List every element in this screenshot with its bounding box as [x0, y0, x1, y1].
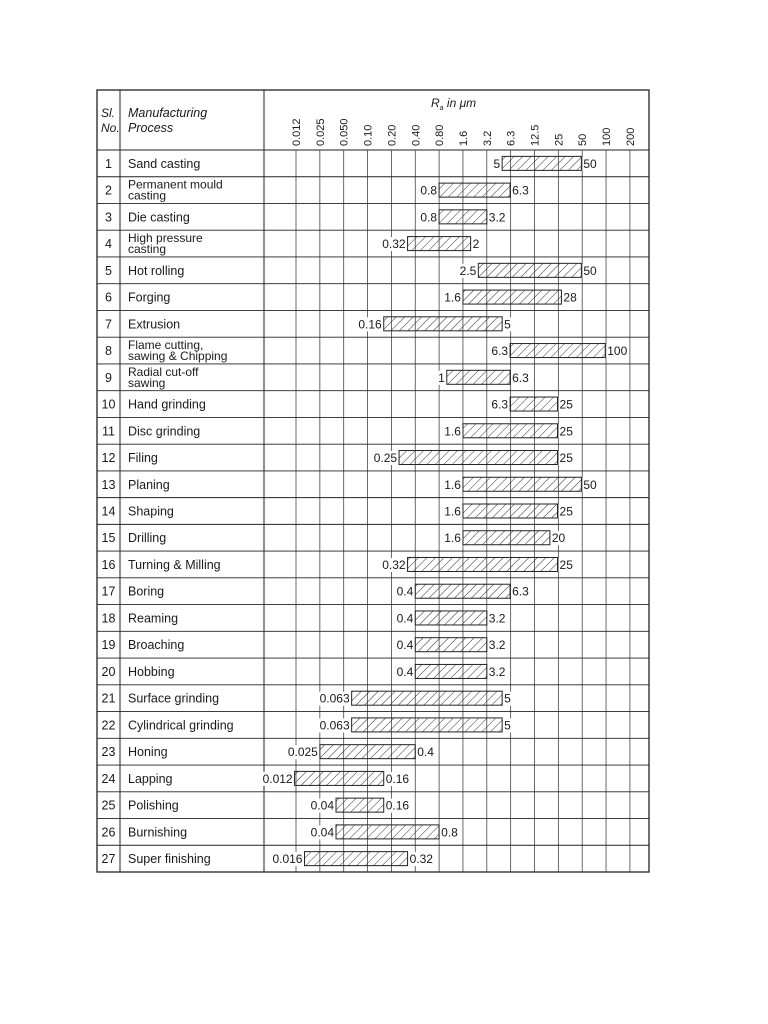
range-max-label: 50	[583, 263, 597, 278]
range-min-label: 1.6	[444, 531, 461, 546]
range-min-label: 1.6	[444, 290, 461, 305]
table-row	[102, 611, 507, 626]
range-max-label: 0.4	[417, 745, 434, 760]
range-bar	[399, 451, 557, 465]
range-min-label: 0.04	[310, 798, 335, 813]
row-number: 12	[101, 451, 116, 466]
axis-tick-label: 6.3	[505, 130, 518, 146]
range-max-label: 50	[583, 156, 597, 171]
process-name: Turning & Milling	[128, 557, 221, 572]
row-number: 13	[101, 477, 116, 492]
range-max-label: 25	[559, 504, 573, 519]
range-bar	[352, 691, 503, 705]
row-number: 21	[101, 691, 116, 706]
row-number: 7	[105, 317, 112, 332]
range-bar	[415, 638, 487, 652]
row-number: 4	[105, 237, 112, 252]
row-number: 20	[101, 664, 116, 679]
row-number: 10	[101, 397, 116, 412]
table-row	[102, 531, 567, 546]
range-max-label: 6.3	[512, 584, 529, 599]
table-row	[102, 825, 460, 840]
axis-tick-label: 100	[601, 127, 614, 146]
table-row	[102, 504, 575, 519]
row-number: 17	[101, 584, 116, 599]
row-number: 6	[105, 290, 112, 305]
row-number: 16	[101, 557, 116, 572]
range-max-label: 5	[504, 718, 511, 733]
range-max-label: 25	[559, 451, 573, 466]
range-bar	[463, 504, 558, 518]
process-name: Shaping	[128, 504, 174, 519]
row-number: 24	[101, 771, 116, 786]
axis-tick-label: 0.10	[362, 124, 375, 146]
process-name: casting	[128, 242, 167, 257]
process-name: Radial cut-off	[128, 364, 199, 379]
range-max-label: 0.16	[385, 771, 410, 786]
process-name: Polishing	[128, 798, 179, 813]
range-bar	[502, 156, 581, 170]
range-bar	[408, 557, 558, 571]
axis-title: $R_a$ in μm	[431, 96, 477, 112]
table-row	[102, 424, 574, 439]
process-header-line1: Manufacturing	[128, 106, 208, 120]
range-max-label: 6.3	[512, 183, 529, 198]
row-number: 11	[102, 424, 115, 439]
range-max-label: 25	[559, 397, 573, 412]
range-max-label: 25	[559, 557, 573, 572]
range-bar	[320, 745, 415, 759]
range-max-label: 20	[551, 531, 566, 546]
row-number: 8	[105, 344, 112, 359]
table-row	[102, 638, 507, 653]
range-max-label: 6.3	[512, 370, 529, 385]
axis-ticks	[291, 118, 637, 146]
range-bar	[463, 531, 550, 545]
process-name: Die casting	[128, 210, 190, 225]
table-row	[102, 691, 513, 706]
row-number: 23	[101, 745, 116, 760]
row-number: 3	[105, 210, 112, 225]
table-row	[105, 231, 481, 256]
range-min-label: 6.3	[491, 397, 509, 412]
axis-tick-label: 0.025	[314, 118, 327, 146]
range-bar	[295, 771, 384, 785]
axis-tick-label: 0.40	[410, 124, 423, 146]
range-max-label: 5	[504, 317, 511, 332]
process-name: Hot rolling	[128, 263, 185, 278]
range-bar	[478, 263, 581, 277]
range-max-label: 28	[563, 290, 577, 305]
range-bar	[463, 424, 558, 438]
range-min-label: 2.5	[459, 263, 477, 278]
process-name: Surface grinding	[128, 691, 220, 706]
process-name: Filing	[128, 451, 158, 466]
range-bar	[510, 397, 557, 411]
process-name: Extrusion	[128, 317, 181, 332]
range-bar	[439, 210, 487, 224]
process-header-line2: Process	[128, 121, 174, 135]
table-row	[102, 852, 435, 867]
row-number: 22	[101, 718, 116, 733]
table-row	[102, 718, 513, 733]
axis-tick-label: 1.6	[457, 130, 470, 146]
process-name: High pressure	[128, 231, 203, 246]
range-min-label: 0.063	[319, 691, 350, 706]
process-name: Planing	[128, 477, 170, 492]
range-min-label: 0.4	[396, 664, 414, 679]
table-row	[105, 290, 578, 305]
table-row	[102, 798, 411, 813]
table-row	[105, 178, 530, 203]
row-number: 15	[101, 531, 116, 546]
row-number: 18	[101, 611, 116, 626]
range-min-label: 0.8	[420, 210, 438, 225]
range-min-label: 0.016	[272, 852, 303, 867]
table-row	[102, 477, 599, 492]
range-bar	[463, 290, 561, 304]
range-bar	[408, 237, 471, 251]
row-number: 26	[101, 825, 116, 840]
range-max-label: 3.2	[488, 210, 506, 225]
range-min-label: 1.6	[444, 477, 461, 492]
range-min-label: 0.4	[396, 611, 414, 626]
table-row	[102, 745, 436, 760]
table-row	[105, 156, 598, 171]
range-min-label: 0.8	[420, 183, 438, 198]
process-name: sawing	[128, 375, 166, 390]
row-number: 14	[101, 504, 116, 519]
range-min-label: 0.025	[287, 745, 318, 760]
range-max-label: 25	[559, 424, 573, 439]
range-min-label: 0.4	[396, 584, 414, 599]
row-number: 19	[101, 638, 116, 653]
range-min-label: 1	[438, 370, 445, 385]
process-name: Reaming	[128, 611, 179, 626]
process-name: Super finishing	[128, 852, 211, 867]
range-min-label: 6.3	[491, 344, 509, 359]
range-max-label: 0.8	[441, 825, 458, 840]
table-row	[105, 338, 629, 363]
axis-tick-label: 3.2	[481, 130, 494, 146]
process-name: Cylindrical grinding	[128, 718, 234, 733]
axis-tick-label: 0.20	[386, 124, 399, 146]
table-rows	[102, 156, 629, 866]
process-name: Boring	[128, 584, 165, 599]
axis-tick-label: 0.80	[434, 124, 447, 146]
axis-tick-label: 0.012	[291, 118, 303, 146]
process-name: Permanent mould	[128, 177, 223, 192]
process-name: Disc grinding	[128, 424, 201, 439]
process-name: Hobbing	[128, 664, 175, 679]
range-bar	[352, 718, 503, 732]
range-max-label: 5	[504, 691, 511, 706]
range-min-label: 1.6	[444, 504, 461, 519]
range-min-label: 0.16	[358, 317, 382, 332]
process-name: Lapping	[128, 771, 173, 786]
row-number: 5	[105, 263, 112, 278]
table-row	[105, 317, 512, 332]
table-row	[102, 557, 575, 572]
sl-no-header-line1: Sl.	[101, 106, 116, 120]
range-bar	[415, 584, 510, 598]
process-name: Flame cutting,	[128, 338, 204, 353]
range-bar	[439, 183, 510, 197]
range-bar	[304, 852, 407, 866]
range-max-label: 2	[472, 237, 480, 252]
axis-tick-label: 25	[553, 133, 566, 146]
range-bar	[336, 825, 439, 839]
range-max-label: 3.2	[488, 664, 506, 679]
range-min-label: 0.32	[382, 557, 406, 572]
range-max-label: 3.2	[488, 638, 506, 653]
range-bar	[336, 798, 384, 812]
process-name: Hand grinding	[128, 397, 206, 412]
table-row	[102, 771, 411, 786]
table-row	[105, 365, 530, 390]
table-row	[102, 664, 507, 679]
range-min-label: 1.6	[444, 424, 461, 439]
row-number: 27	[101, 852, 116, 867]
table-row	[105, 263, 598, 278]
axis-tick-label: 0.050	[338, 118, 351, 146]
range-min-label: 0.04	[310, 825, 335, 840]
axis-tick-label: 12.5	[529, 124, 542, 146]
range-max-label: 3.2	[488, 611, 506, 626]
range-bar	[415, 611, 487, 625]
range-bar	[463, 477, 581, 491]
process-name: Forging	[128, 290, 171, 305]
process-name: Drilling	[128, 531, 167, 546]
range-max-label: 50	[583, 477, 597, 492]
range-min-label: 0.25	[373, 451, 398, 466]
row-number: 1	[105, 156, 112, 171]
table-row	[105, 210, 507, 225]
process-name: sawing & Chipping	[128, 349, 228, 364]
axis-tick-label: 200	[624, 127, 637, 146]
range-min-label: 5	[493, 156, 501, 171]
row-number: 25	[101, 798, 116, 813]
process-name: Broaching	[128, 638, 185, 653]
process-name: casting	[128, 188, 167, 203]
range-min-label: 0.063	[319, 718, 350, 733]
range-max-label: 0.16	[385, 798, 410, 813]
axis-tick-label: 50	[577, 133, 590, 146]
range-min-label: 0.32	[382, 237, 406, 252]
range-min-label: 0.012	[262, 771, 293, 786]
process-name: Honing	[128, 745, 168, 760]
process-name: Burnishing	[128, 825, 188, 840]
range-bar	[510, 344, 605, 358]
table-row	[102, 397, 575, 412]
range-bar	[415, 664, 487, 678]
row-number: 2	[105, 183, 112, 198]
table-row	[102, 584, 531, 599]
table-row	[102, 451, 575, 466]
range-max-label: 0.32	[409, 852, 433, 867]
range-bar	[447, 370, 510, 384]
process-name: Sand casting	[128, 156, 201, 171]
sl-no-header-line2: No.	[101, 121, 120, 135]
range-max-label: 100	[607, 344, 628, 359]
row-number: 9	[105, 370, 112, 385]
range-bar	[384, 317, 502, 331]
range-min-label: 0.4	[396, 638, 414, 653]
